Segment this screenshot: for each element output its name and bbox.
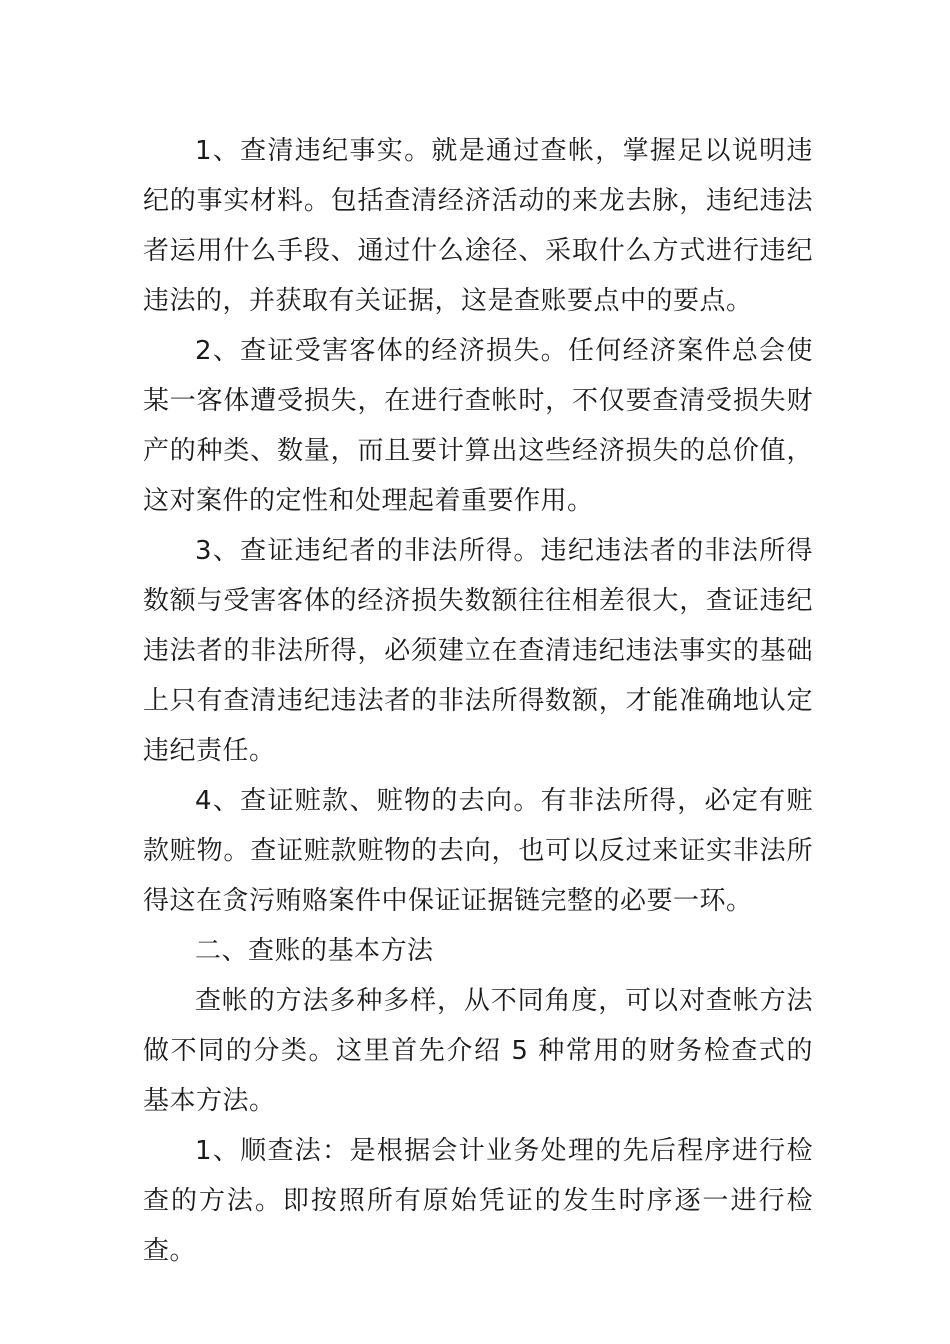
paragraph-5: 查帐的方法多种多样，从不同角度，可以对查帐方法做不同的分类。这里首先介绍 5 种常用的财务检查式的基本方法。 [143,986,813,1116]
section-heading: 二、查账的基本方法 [195,936,434,966]
paragraph-4: 4、查证赃款、赃物的去向。有非法所得，必定有赃款赃物。查证赃款赃物的去向，也可以反过来证实非法所得这在贪污贿赂案件中保证证据链完整的必要一环。 [143,786,813,916]
document-body [143,126,813,1276]
paragraph-1: 1、查清违纪事实。就是通过查帐，掌握足以说明违纪的事实材料。包括查清经济活动的来龙去脉，违纪违法者运用什么手段、通过什么途径、采取什么方式进行违纪违法的，并获取有关证据，这是查账要点中的要点。 [143,136,813,316]
paragraph-3: 3、查证违纪者的非法所得。违纪违法者的非法所得数额与受害客体的经济损失数额往往相差很大，查证违纪违法者的非法所得，必须建立在查清违纪违法事实的基础上只有查清违纪违法者的非法所得数额，才能准确地认定违纪责任。 [143,536,813,766]
paragraph-6: 1、顺查法：是根据会计业务处理的先后程序进行检查的方法。即按照所有原始凭证的发生时序逐一进行检查。 [143,1136,813,1266]
paragraph-2: 2、查证受害客体的经济损失。任何经济案件总会使某一客体遭受损失，在进行查帐时，不仅要查清受损失财产的种类、数量，而且要计算出这些经济损失的总价值，这对案件的定性和处理起着重要作用。 [143,336,813,516]
